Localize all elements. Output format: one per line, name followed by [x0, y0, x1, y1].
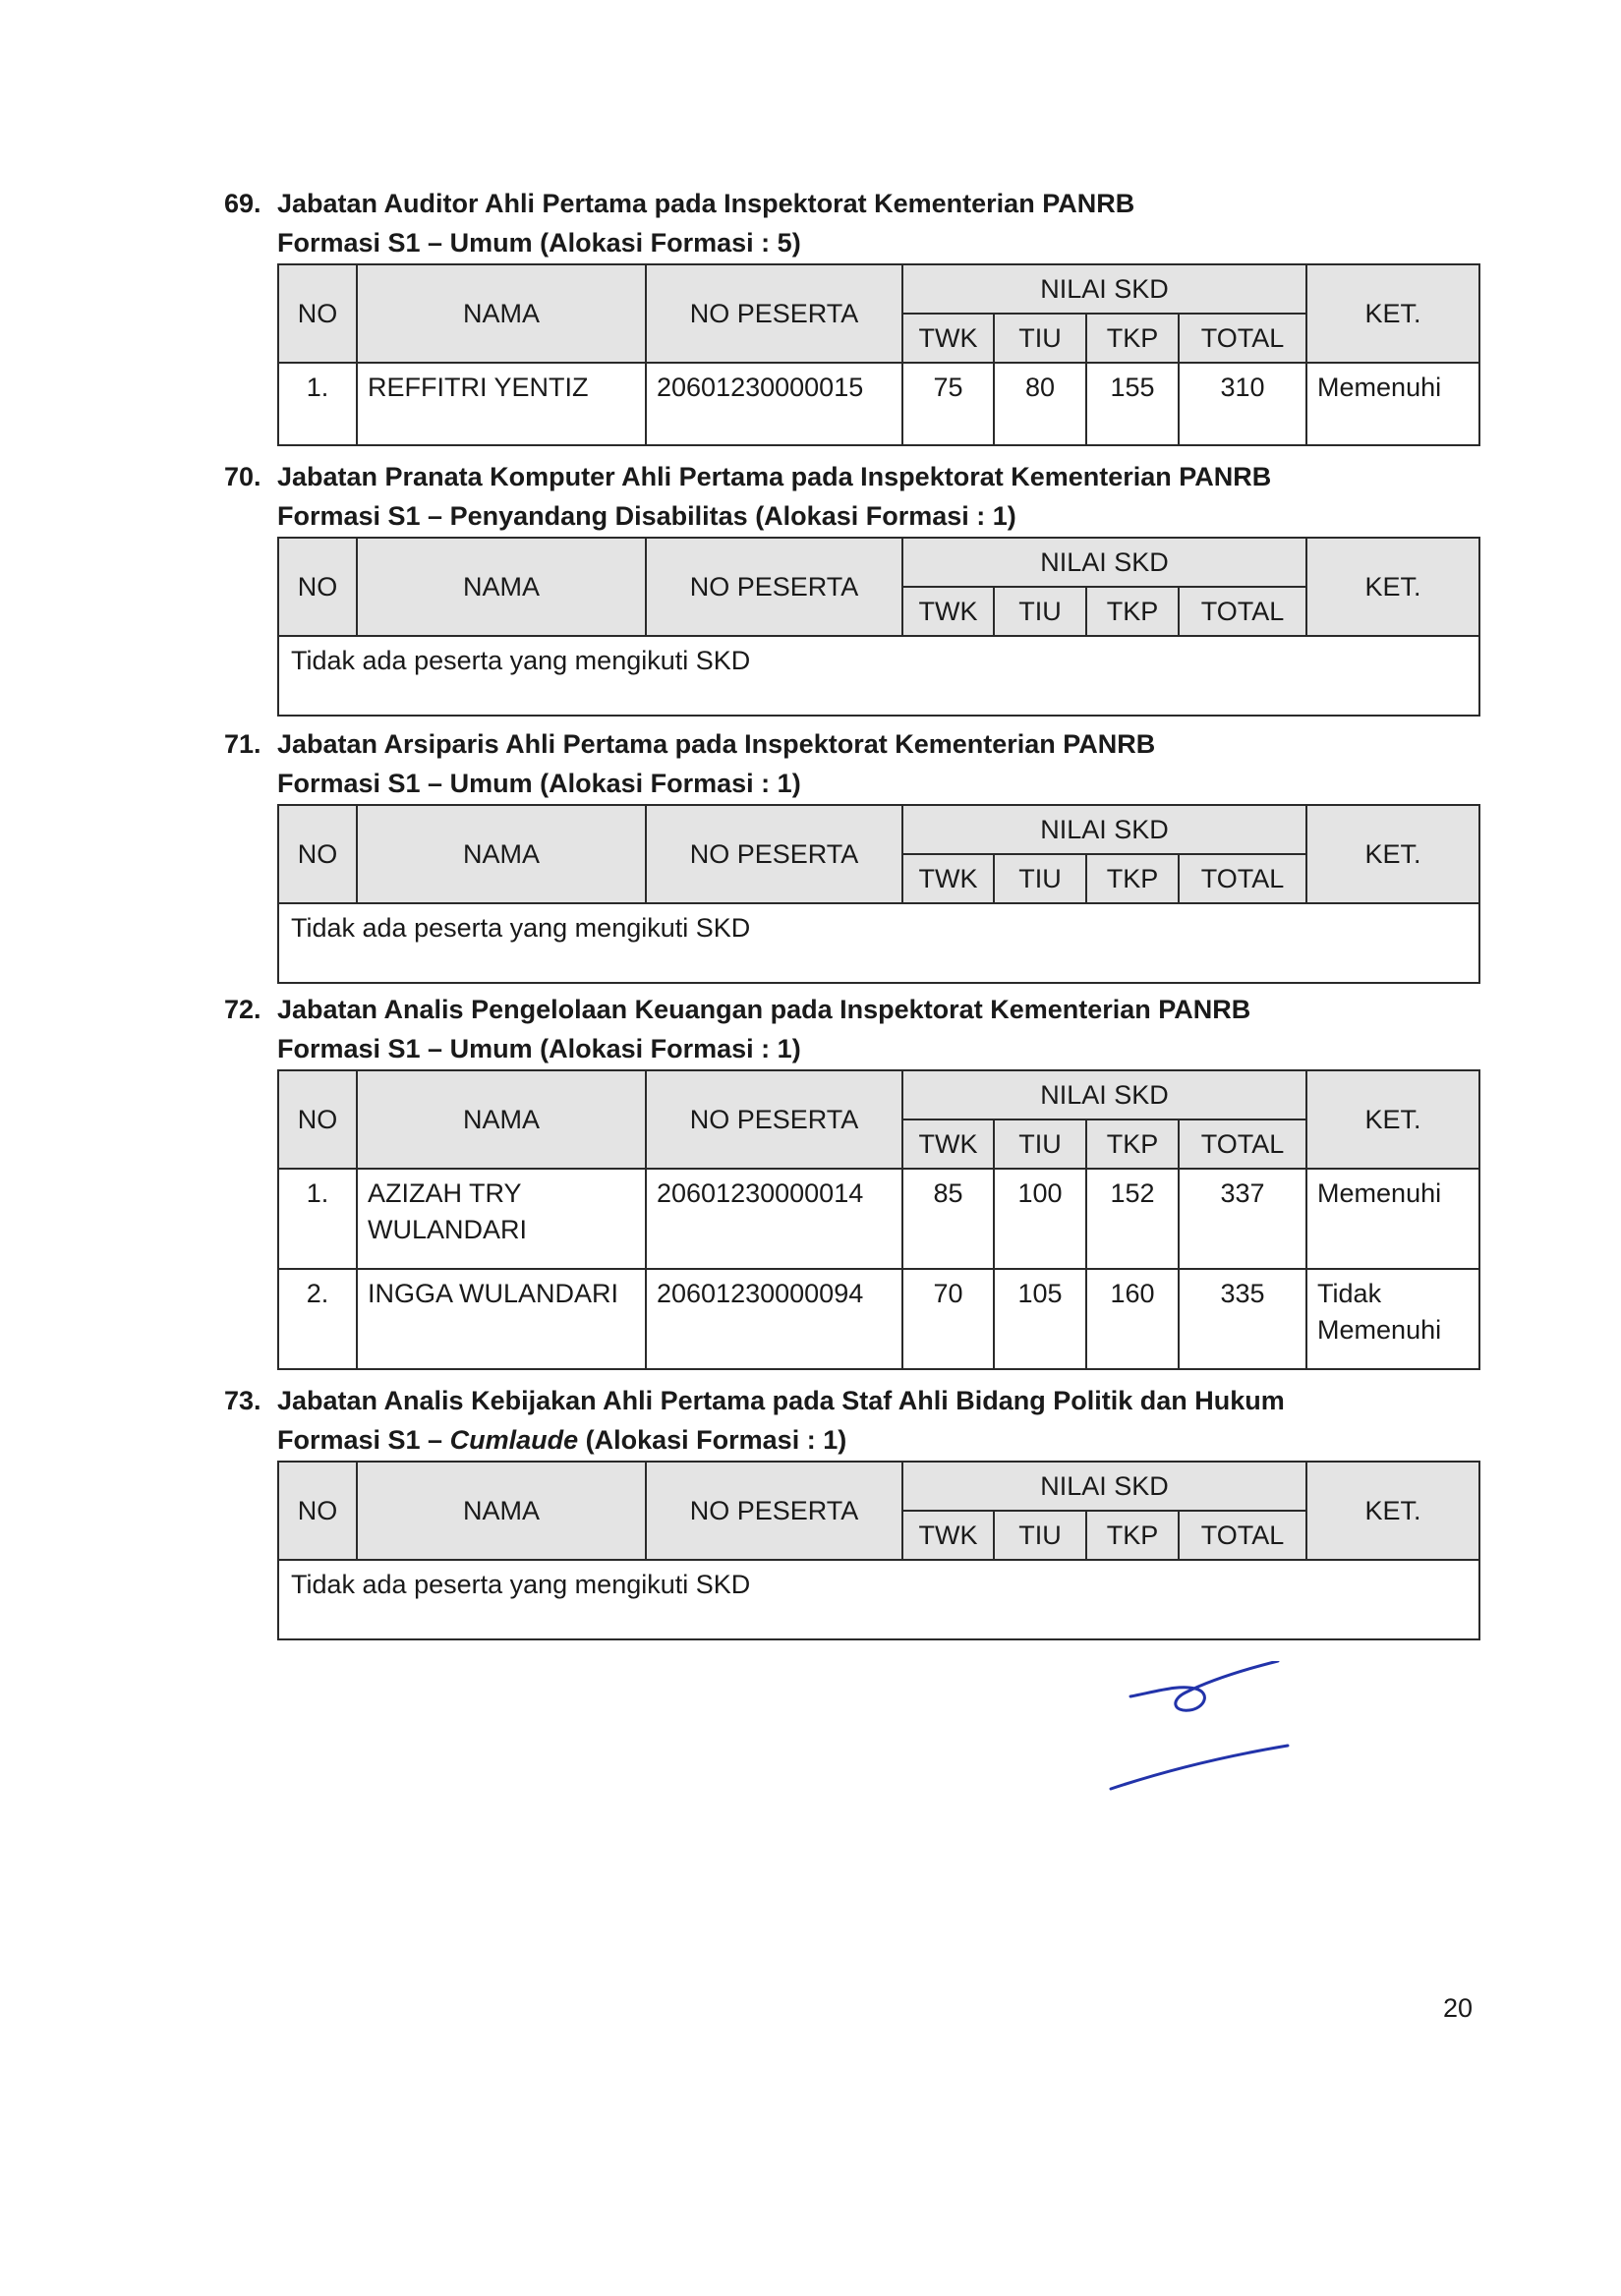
header-nama: NAMA	[357, 1462, 646, 1560]
cell-nama: REFFITRI YENTIZ	[357, 363, 646, 445]
cell-nama: AZIZAH TRY WULANDARI	[357, 1169, 646, 1269]
cell-no: 1.	[278, 363, 357, 445]
section-subtitle: Formasi S1 – Cumlaude (Alokasi Formasi : 1)	[277, 1425, 847, 1455]
header-ket: KET.	[1306, 1462, 1479, 1560]
empty-message: Tidak ada peserta yang mengikuti SKD	[278, 903, 1479, 983]
header-tiu: TIU	[994, 854, 1086, 903]
section-title: 71. Jabatan Arsiparis Ahli Pertama pada Inspektorat Kementerian PANRB	[224, 729, 1156, 759]
header-total: TOTAL	[1179, 314, 1306, 363]
cell-ket: Memenuhi	[1306, 1169, 1479, 1269]
table-row	[278, 363, 1479, 445]
header-tiu: TIU	[994, 587, 1086, 636]
header-no: NO	[278, 538, 357, 636]
header-no-peserta: NO PESERTA	[646, 805, 902, 903]
cell-ket: Memenuhi	[1306, 363, 1479, 445]
page-number: 20	[1443, 1993, 1474, 2023]
handwritten-signature-icon	[1101, 1661, 1298, 1808]
header-twk: TWK	[902, 1119, 994, 1169]
header-ket: KET.	[1306, 805, 1479, 903]
cell-ket: Tidak Memenuhi	[1306, 1269, 1479, 1369]
header-total: TOTAL	[1179, 1119, 1306, 1169]
cell-twk: 75	[902, 363, 994, 445]
header-nilai-skd: NILAI SKD	[902, 538, 1306, 587]
header-no-peserta: NO PESERTA	[646, 1070, 902, 1169]
skd-table	[277, 263, 1480, 446]
header-nama: NAMA	[357, 538, 646, 636]
cell-total: 337	[1179, 1169, 1306, 1269]
header-tkp: TKP	[1086, 1511, 1179, 1560]
cell-tkp: 152	[1086, 1169, 1179, 1269]
header-tiu: TIU	[994, 314, 1086, 363]
header-tiu: TIU	[994, 1511, 1086, 1560]
header-nilai-skd: NILAI SKD	[902, 1070, 1306, 1119]
header-no: NO	[278, 805, 357, 903]
header-nilai-skd: NILAI SKD	[902, 805, 1306, 854]
cell-total: 310	[1179, 363, 1306, 445]
cell-no-peserta: 20601230000014	[646, 1169, 902, 1269]
section-title: 72. Jabatan Analis Pengelolaan Keuangan pada Inspektorat Kementerian PANRB	[224, 995, 1251, 1024]
table-row	[278, 903, 1479, 983]
cell-no: 2.	[278, 1269, 357, 1369]
header-ket: KET.	[1306, 264, 1479, 363]
header-tkp: TKP	[1086, 1119, 1179, 1169]
skd-table	[277, 537, 1480, 717]
header-total: TOTAL	[1179, 854, 1306, 903]
skd-table	[277, 1461, 1480, 1640]
header-nama: NAMA	[357, 264, 646, 363]
section-title: 69. Jabatan Auditor Ahli Pertama pada Inspektorat Kementerian PANRB	[224, 189, 1135, 218]
header-tkp: TKP	[1086, 854, 1179, 903]
header-no-peserta: NO PESERTA	[646, 538, 902, 636]
cell-nama: INGGA WULANDARI	[357, 1269, 646, 1369]
empty-message: Tidak ada peserta yang mengikuti SKD	[278, 1560, 1479, 1639]
header-twk: TWK	[902, 587, 994, 636]
header-ket: KET.	[1306, 1070, 1479, 1169]
section-subtitle: Formasi S1 – Umum (Alokasi Formasi : 1)	[277, 769, 801, 798]
skd-table	[277, 1069, 1480, 1370]
header-no: NO	[278, 264, 357, 363]
section-subtitle: Formasi S1 – Umum (Alokasi Formasi : 5)	[277, 228, 801, 258]
header-nama: NAMA	[357, 1070, 646, 1169]
skd-table	[277, 804, 1480, 984]
header-total: TOTAL	[1179, 1511, 1306, 1560]
section-title: 70. Jabatan Pranata Komputer Ahli Pertama pada Inspektorat Kementerian PANRB	[224, 462, 1272, 491]
header-no: NO	[278, 1070, 357, 1169]
cell-no: 1.	[278, 1169, 357, 1269]
header-no-peserta: NO PESERTA	[646, 1462, 902, 1560]
cell-tiu: 100	[994, 1169, 1086, 1269]
cell-tiu: 105	[994, 1269, 1086, 1369]
cell-no-peserta: 20601230000015	[646, 363, 902, 445]
cell-total: 335	[1179, 1269, 1306, 1369]
header-no-peserta: NO PESERTA	[646, 264, 902, 363]
header-nilai-skd: NILAI SKD	[902, 1462, 1306, 1511]
cell-twk: 85	[902, 1169, 994, 1269]
table-row	[278, 1169, 1479, 1269]
header-nama: NAMA	[357, 805, 646, 903]
table-row	[278, 636, 1479, 716]
header-twk: TWK	[902, 1511, 994, 1560]
header-tkp: TKP	[1086, 587, 1179, 636]
section-subtitle: Formasi S1 – Umum (Alokasi Formasi : 1)	[277, 1034, 801, 1063]
empty-message: Tidak ada peserta yang mengikuti SKD	[278, 636, 1479, 716]
header-ket: KET.	[1306, 538, 1479, 636]
cell-tkp: 160	[1086, 1269, 1179, 1369]
cell-no-peserta: 20601230000094	[646, 1269, 902, 1369]
cell-twk: 70	[902, 1269, 994, 1369]
header-twk: TWK	[902, 854, 994, 903]
header-total: TOTAL	[1179, 587, 1306, 636]
header-twk: TWK	[902, 314, 994, 363]
header-nilai-skd: NILAI SKD	[902, 264, 1306, 314]
header-tiu: TIU	[994, 1119, 1086, 1169]
cell-tiu: 80	[994, 363, 1086, 445]
table-row	[278, 1269, 1479, 1369]
cell-tkp: 155	[1086, 363, 1179, 445]
section-title: 73. Jabatan Analis Kebijakan Ahli Pertama pada Staf Ahli Bidang Politik dan Hukum	[224, 1386, 1285, 1415]
section-subtitle: Formasi S1 – Penyandang Disabilitas (Alokasi Formasi : 1)	[277, 501, 1016, 531]
header-no: NO	[278, 1462, 357, 1560]
table-row	[278, 1560, 1479, 1639]
header-tkp: TKP	[1086, 314, 1179, 363]
